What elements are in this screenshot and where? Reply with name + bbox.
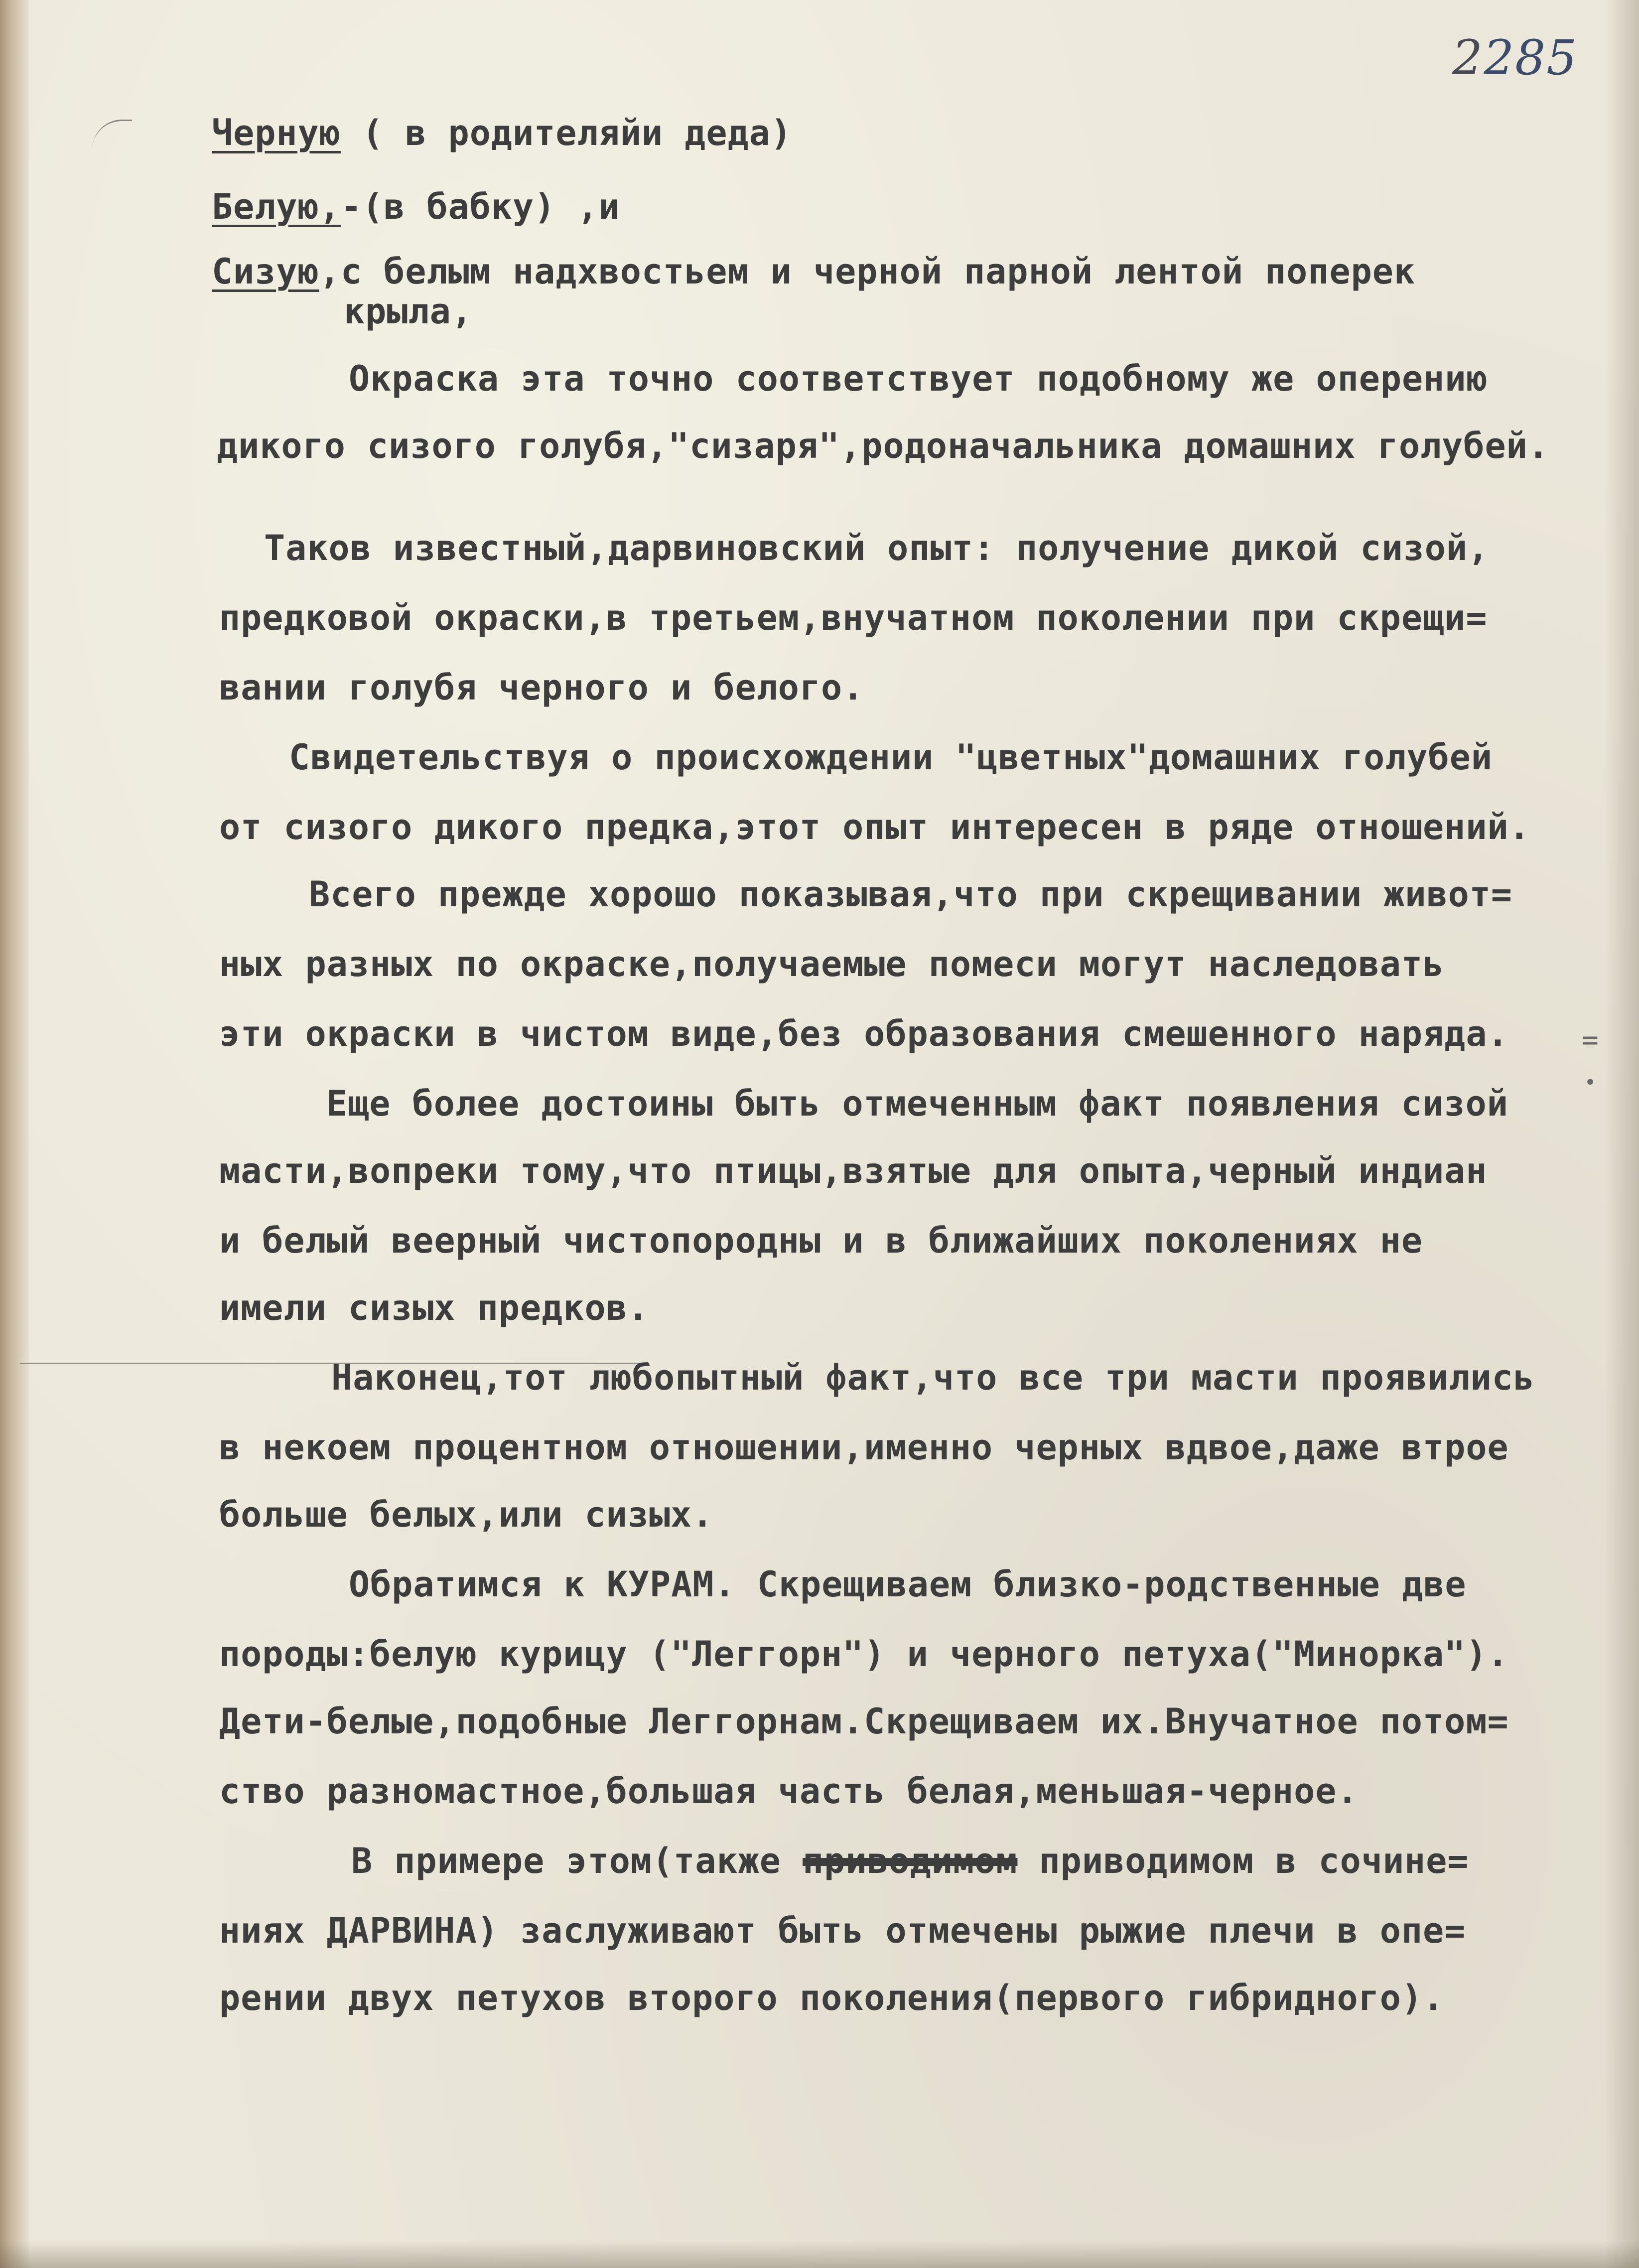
text-line-23: породы:белую курицу ("Леггорн") и черного петуха("Минорка"). <box>219 1634 1509 1675</box>
text-line-13: ных разных по окраске,получаемые помеси могут наследовать <box>219 944 1445 985</box>
text-line-27: ниях ДАРВИНА) заслуживают быть отмечены рыжие плечи в опе= <box>219 1910 1466 1951</box>
text-line-5: Окраска эта точно соответствует подобному же оперению <box>349 358 1488 399</box>
text-line-2-prefix: Белую, <box>212 186 341 227</box>
text-line-26-after: приводимом в сочине= <box>1017 1841 1469 1881</box>
page-edge-shadow <box>1604 0 1639 2268</box>
text-line-21: больше белых,или сизых. <box>219 1494 714 1535</box>
text-line-26-before: В примере этом(также <box>351 1841 803 1881</box>
text-line-15: Еще более достоины быть отмеченным факт появления сизой <box>326 1083 1508 1124</box>
text-line-3-prefix: Сизую <box>212 251 319 292</box>
text-line-14: эти окраски в чистом виде,без образования смешенного наряда. <box>219 1013 1509 1054</box>
text-line-22: Обратимся к КУРАМ. Скрещиваем близко-родственные две <box>349 1564 1467 1605</box>
text-line-3 <box>212 249 1415 294</box>
text-line-7: Таков известный,дарвиновский опыт: получение дикой сизой, <box>264 528 1490 568</box>
margin-mark-equals: = <box>1582 1024 1599 1056</box>
text-line-19: Наконец,тот любопытный факт,что все три масти проявились <box>331 1357 1535 1398</box>
text-line-26 <box>351 1839 1469 1883</box>
text-line-20: в некоем процентном отношении,именно черных вдвое,даже втрое <box>219 1427 1509 1468</box>
text-line-8: предковой окраски,в третьем,внучатном поколении при скрещи= <box>219 597 1488 638</box>
text-line-9: вании голубя черного и белого. <box>219 667 864 708</box>
text-line-3-text: ,с белым надхвостьем и черной парной лентой поперек <box>319 251 1416 292</box>
margin-mark-dot: • <box>1584 1071 1597 1094</box>
page-number-stamp: 285 <box>1484 30 1578 86</box>
struck-word: приводимом <box>803 1841 1018 1881</box>
text-line-17: и белый веерный чистопородны и в ближайших поколениях не <box>219 1220 1423 1261</box>
text-line-2 <box>212 184 620 229</box>
text-line-28: рении двух петухов второго поколения(первого гибридного). <box>219 1978 1445 2018</box>
text-line-10: Свидетельствуя о происхождении "цветных"домашних голубей <box>289 737 1493 778</box>
pencil-mark <box>92 120 132 151</box>
page-number-typed: 2 <box>1452 30 1484 86</box>
text-line-1-prefix: Черную <box>212 113 341 153</box>
page-number <box>1452 30 1578 86</box>
text-line-1-text: ( в родителяйи деда) <box>340 113 792 153</box>
text-line-6: дикого сизого голубя,"сизаря",родоначальника домашних голубей. <box>217 425 1549 466</box>
text-line-18: имели сизых предков. <box>219 1287 649 1328</box>
text-line-1 <box>212 111 792 155</box>
text-line-16: масти,вопреки тому,что птицы,взятые для опыта,черный индиан <box>219 1150 1488 1191</box>
text-line-4: крыла, <box>344 291 473 332</box>
text-line-2-text: -(в бабку) ,и <box>340 186 620 227</box>
binding-strip <box>0 0 29 2268</box>
text-line-11: от сизого дикого предка,этот опыт интересен в ряде отношений. <box>219 807 1530 848</box>
text-line-25: ство разномастное,большая часть белая,меньшая-черное. <box>219 1771 1359 1812</box>
text-line-12: Всего прежде хорошо показывая,что при скрещивании живот= <box>309 874 1513 915</box>
page-bottom-shadow <box>0 2241 1639 2268</box>
text-line-24: Дети-белые,подобные Леггорнам.Скрещиваем их.Внучатное потом= <box>219 1701 1509 1742</box>
